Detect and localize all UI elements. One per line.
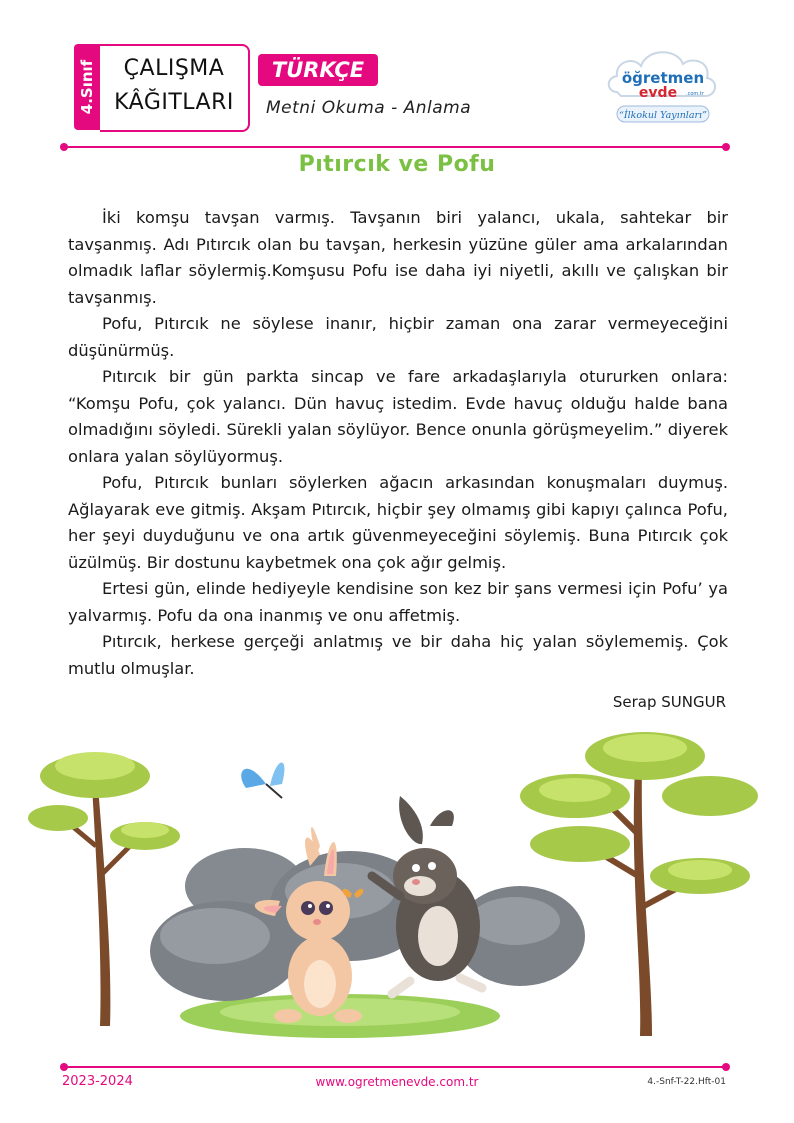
worksheet-title-line1: ÇALIŞMA	[123, 56, 225, 81]
blue-butterfly-illustration	[241, 762, 284, 798]
story-paragraph: İki komşu tavşan varmış. Tavşanın biri yalancı, ukala, sahtekar bir tavşanmış. Adı Pıtırcık olan bu tavşan, herkesin yüzüne güler ama arkalarından olmadık laflar söylermiş.Komşusu Pofu ise daha iyi niyetli, akıllı ve çalışkan bir tavşanmış.	[68, 208, 728, 307]
footer-divider	[64, 1066, 726, 1068]
grade-tab	[74, 44, 100, 130]
story-author: Serap SUNGUR	[612, 693, 726, 711]
website-link[interactable]: www.ogretmenevde.com.tr	[315, 1075, 479, 1089]
left-tree-illustration	[28, 752, 180, 1026]
logo-brand-part2: evde	[638, 85, 678, 101]
right-tree-illustration	[520, 732, 758, 1036]
subject-label: TÜRKÇE	[271, 58, 365, 82]
publisher-logo	[603, 40, 723, 130]
story-paragraph: Pıtırcık, herkese gerçeği anlatmış ve bir daha hiç yalan söylememiş. Çok mutlu olmuşlar.	[68, 632, 728, 678]
worksheet-subtitle: Metni Okuma - Anlama	[266, 98, 472, 118]
document-code: 4.-Snf-T-22.Hft-01	[647, 1077, 726, 1087]
subject-tab	[258, 54, 378, 86]
worksheet-title-box	[100, 44, 250, 132]
story-illustration	[20, 726, 780, 1046]
logo-brand-domain: .com.tr	[686, 91, 704, 97]
worksheet-title-line2: KÂĞITLARI	[114, 90, 234, 115]
story-paragraph: Pofu, Pıtırcık bunları söylerken ağacın arkasından konuşmaları duymuş. Ağlayarak eve gitmiş. Akşam Pıtırcık, hiçbir şey olmamış gibi kapıyı çalınca Pofu, her şeyi duyduğunu ve ona artık güvenmeyeceğini söylemiş. Buna Pıtırcık çok üzülmüş. Bir dostunu kaybetmek ona çok ağır gelmiş.	[68, 473, 728, 572]
grade-label: 4.Sınıf	[78, 59, 96, 115]
logo-tagline: “İlkokul Yayınları”	[619, 110, 707, 121]
story-paragraph: Ertesi gün, elinde hediyeyle kendisine son kez bir şans vermesi için Pofu’ ya yalvarmış. Pofu da ona inanmış ve onu affetmiş.	[68, 579, 728, 625]
story-title: Pıtırcık ve Pofu	[298, 152, 496, 177]
header-divider	[64, 146, 726, 148]
school-year: 2023-2024	[62, 1074, 133, 1089]
story-body	[68, 205, 728, 682]
story-paragraph: Pofu, Pıtırcık ne söylese inanır, hiçbir zaman ona zarar vermeyeceğini düşünürmüş.	[68, 314, 728, 360]
logo-brand-part1: öğretmen	[621, 69, 705, 87]
story-paragraph: Pıtırcık bir gün parkta sincap ve fare arkadaşlarıyla otururken onlara: “Komşu Pofu, çok yalancı. Dün havuç istedim. Evde havuç olduğu halde bana olmadığını söyledi. Sürekli yalan söylüyor. Bence onunla görüşmeyelim.” diyerek onlara yalan söylüyormuş.	[68, 367, 728, 466]
rocks-illustration	[150, 848, 585, 1001]
